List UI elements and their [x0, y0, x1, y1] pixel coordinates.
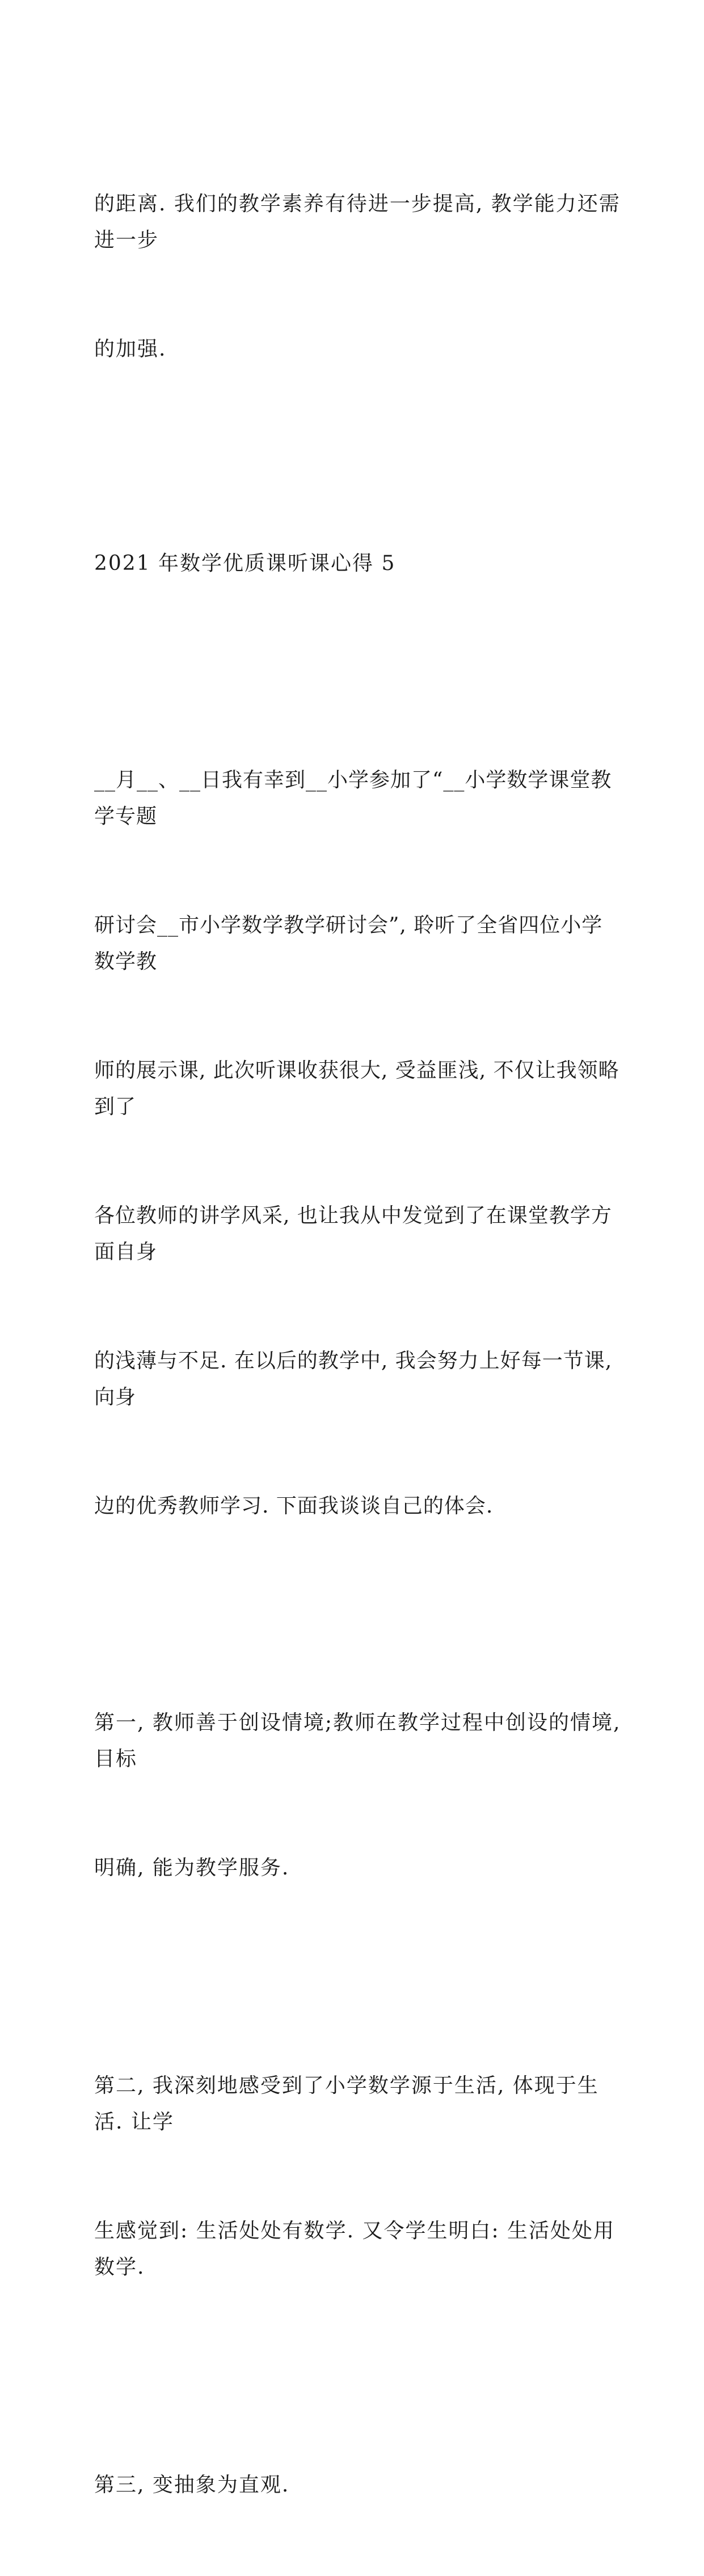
text-line: 第三, 变抽象为直观. [94, 2473, 290, 2497]
text-line: 边的优秀教师学习. 下面我谈谈自己的体会. [94, 1494, 494, 1518]
text-line: 第一, 教师善于创设情境;教师在教学过程中创设的情境, 目标 [94, 1711, 629, 1771]
text-line: 师的展示课, 此次听课收获很大, 受益匪浅, 不仅让我领略到了 [94, 1059, 619, 1118]
paragraph-point-one [94, 1632, 629, 1959]
text-line: 的浅薄与不足. 在以后的教学中, 我会努力上好每一节课, 向身 [94, 1349, 619, 1409]
paragraph-continuation [94, 113, 622, 440]
heading-text: 2021 年数学优质课听课心得 5 [94, 552, 396, 575]
text-line: 第二, 我深刻地感受到了小学数学源于生活, 体现于生活. 让学 [94, 2074, 599, 2134]
text-line: 的加强. [94, 337, 167, 361]
paragraph-intro [94, 690, 622, 1597]
text-line: 研讨会__市小学数学教学研讨会”, 聆听了全省四位小学数学教 [94, 914, 603, 973]
text-line: 生感觉到: 生活处处有数学. 又令学生明白: 生活处处用数学. [94, 2219, 616, 2279]
text-line: 明确, 能为教学服务. [94, 1856, 290, 1880]
section-heading [94, 473, 622, 654]
text-line: __月__、__日我有幸到__小学参加了“__小学数学课堂教学专题 [94, 768, 612, 828]
document-body [94, 113, 629, 2576]
paragraph-point-three [94, 2395, 622, 2576]
text-line: 各位教师的讲学风采, 也让我从中发觉到了在课堂教学方面自身 [94, 1204, 612, 1264]
paragraph-point-two [94, 1995, 622, 2358]
text-line: 的距离. 我们的教学素养有待进一步提高, 教学能力还需进一步 [94, 192, 621, 252]
